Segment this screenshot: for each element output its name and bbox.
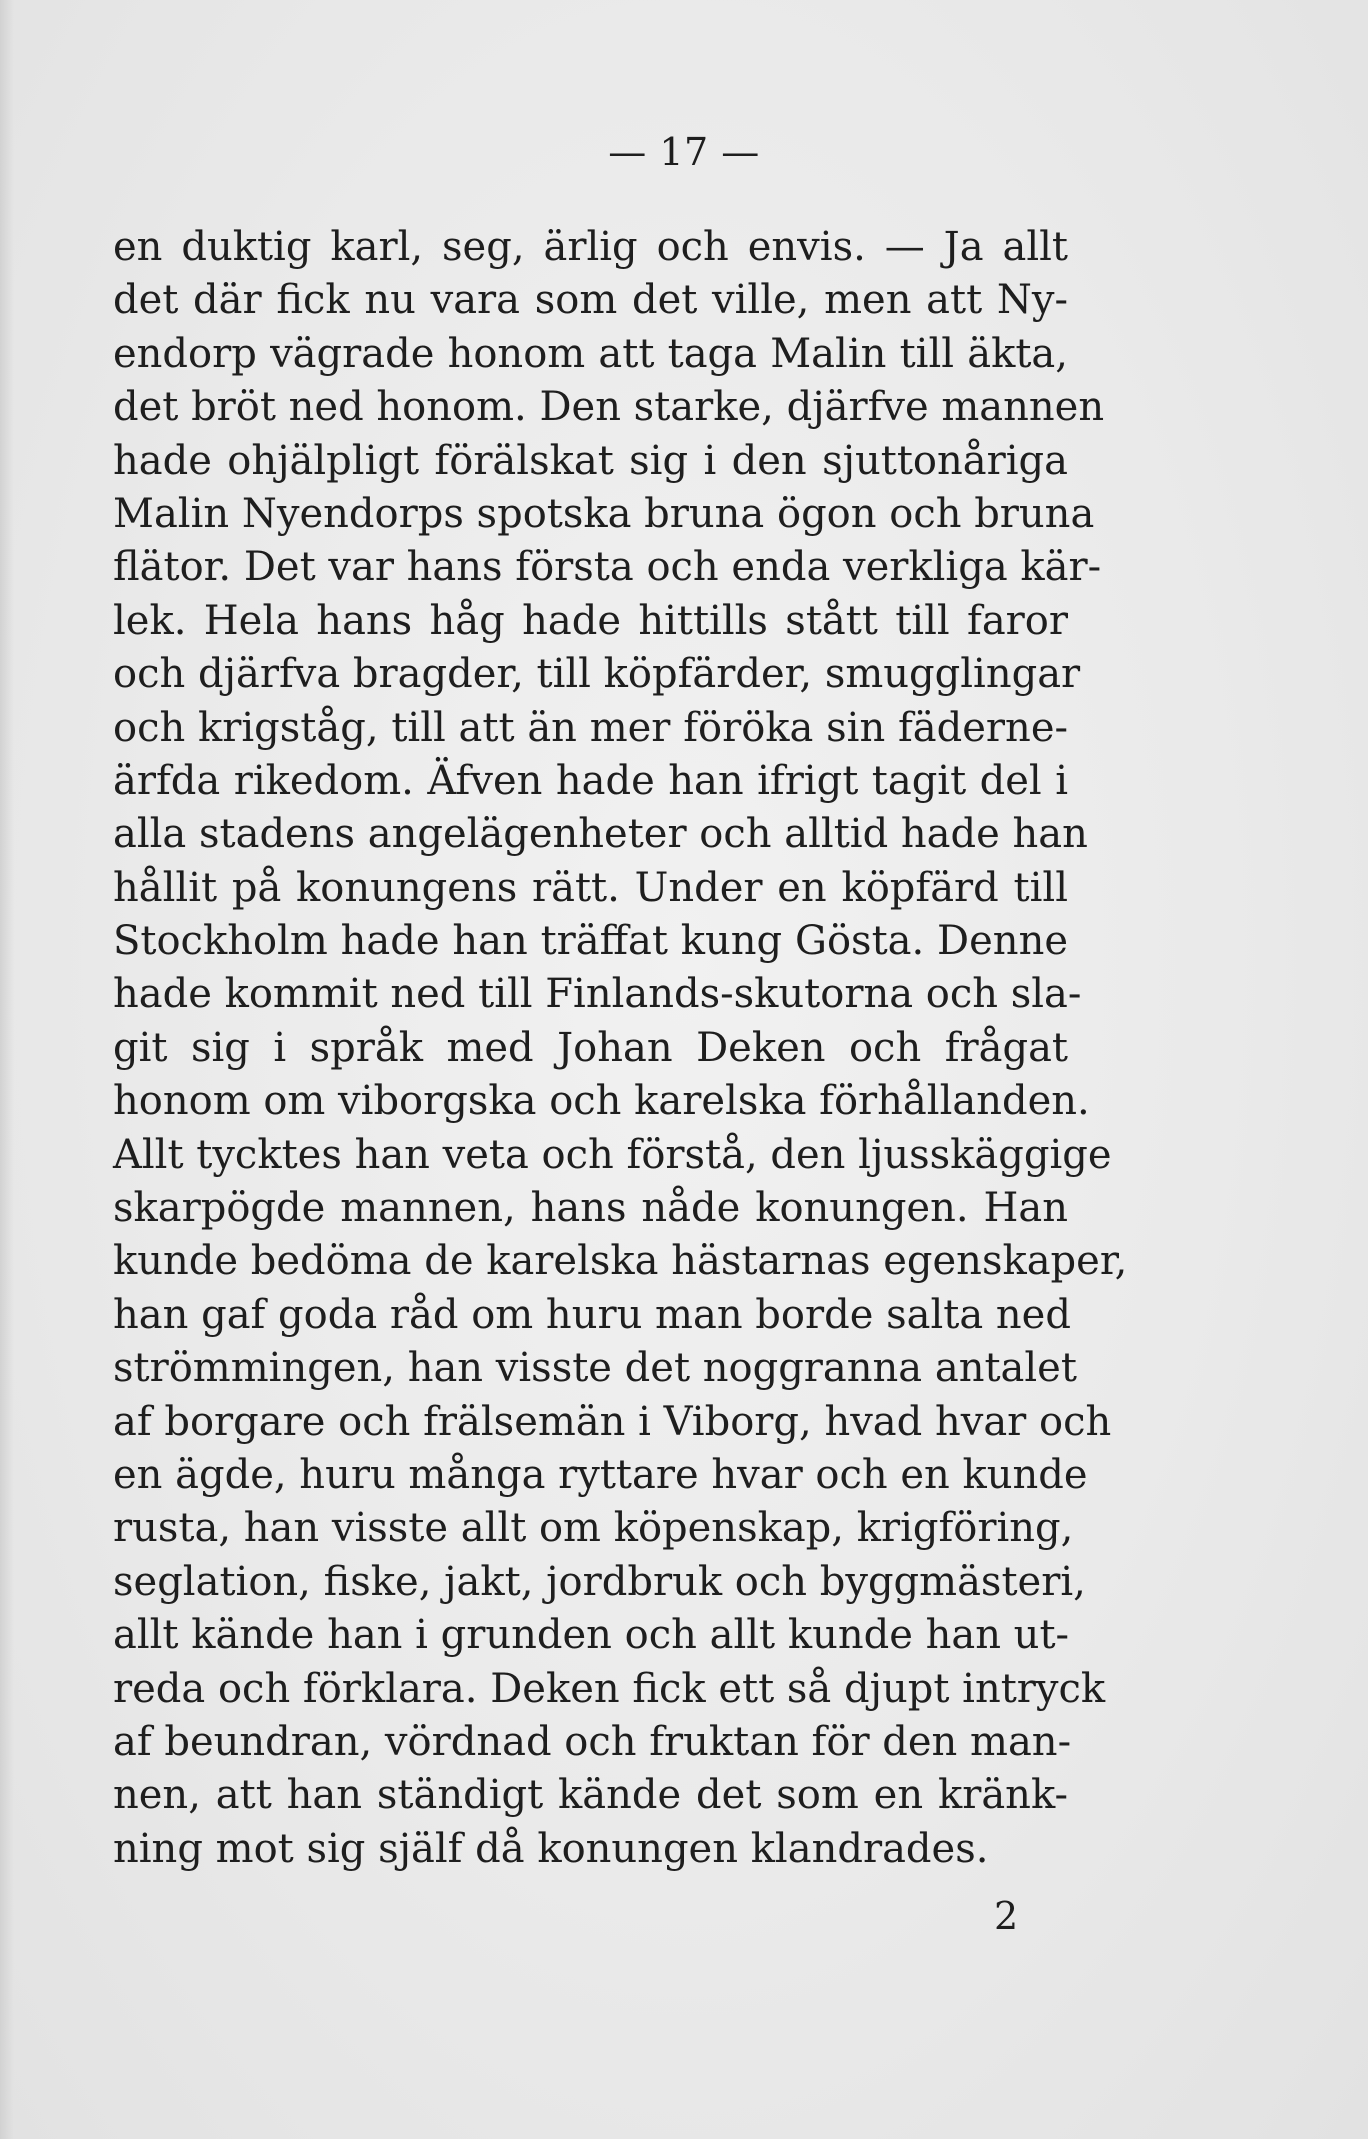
text-line: en duktig karl, seg, ärlig och envis. — Ja allt xyxy=(113,224,1068,270)
text-line: nen, att han ständigt kände det som en kränk- xyxy=(113,1772,1068,1819)
text-line: hade kommit ned till Finlands-skutorna och sla- xyxy=(113,971,1082,1018)
text-line: det bröt ned honom. Den starke, djärfve mannen xyxy=(113,384,1105,431)
text-line: och djärfva bragder, till köpfärder, smugglingar xyxy=(113,651,1081,698)
text-line: en ägde, huru många ryttare hvar och en kunde xyxy=(113,1451,1088,1498)
text-line: och krigståg, till att än mer föröka sin fäderne- xyxy=(113,704,1068,751)
text-line: af beundran, vördnad och fruktan för den man- xyxy=(113,1718,1072,1765)
text-line: rusta, han visste allt om köpenskap, krigföring, xyxy=(113,1505,1074,1552)
body-text xyxy=(113,221,1128,1876)
text-line: endorp vägrade honom att taga Malin till äkta, xyxy=(113,330,1068,377)
text-line: honom om viborgska och karelska förhållanden. xyxy=(113,1078,1090,1125)
text-line: strömmingen, han visste det noggranna antalet xyxy=(113,1345,1077,1392)
text-line: af borgare och frälsemän i Viborg, hvad hvar och xyxy=(113,1398,1112,1445)
text-line: seglation, fiske, jakt, jordbruk och byggmästeri, xyxy=(113,1558,1086,1605)
text-line: Stockholm hade han träffat kung Gösta. Denne xyxy=(113,918,1068,965)
text-line: hade ohjälpligt förälskat sig i den sjuttonåriga xyxy=(113,437,1068,484)
text-line: allt kände han i grunden och allt kunde han ut- xyxy=(113,1612,1070,1659)
text-line: lek. Hela hans håg hade hittills stått till faror xyxy=(113,597,1068,644)
text-line: flätor. Det var hans första och enda verkliga kär- xyxy=(113,544,1102,591)
page-edge-shadow xyxy=(0,0,14,2139)
text-line: Malin Nyendorps spotska bruna ögon och bruna xyxy=(113,490,1095,537)
text-line: hållit på konungens rätt. Under en köpfärd till xyxy=(113,864,1068,911)
signature-mark: 2 xyxy=(994,1894,1019,1938)
text-line: alla stadens angelägenheter och alltid hade han xyxy=(113,811,1088,858)
text-line: skarpögde mannen, hans nåde konungen. Han xyxy=(113,1185,1068,1232)
text-line: det där fick nu vara som det ville, men att Ny- xyxy=(113,277,1068,324)
text-line: kunde bedöma de karelska hästarnas egenskaper, xyxy=(113,1238,1128,1285)
text-line: git sig i språk med Johan Deken och frågat xyxy=(113,1024,1068,1071)
text-line: han gaf goda råd om huru man borde salta ned xyxy=(113,1291,1071,1338)
text-line: ärfda rikedom. Äfven hade han ifrigt tagit del i xyxy=(113,757,1068,804)
text-line: reda och förklara. Deken fick ett så djupt intryck xyxy=(113,1665,1106,1712)
text-line: Allt tycktes han veta och förstå, den ljusskäggige xyxy=(113,1131,1112,1178)
page-number: — 17 — xyxy=(608,130,760,174)
text-line-last: ning mot sig själf då konungen klandrades. xyxy=(113,1825,989,1872)
